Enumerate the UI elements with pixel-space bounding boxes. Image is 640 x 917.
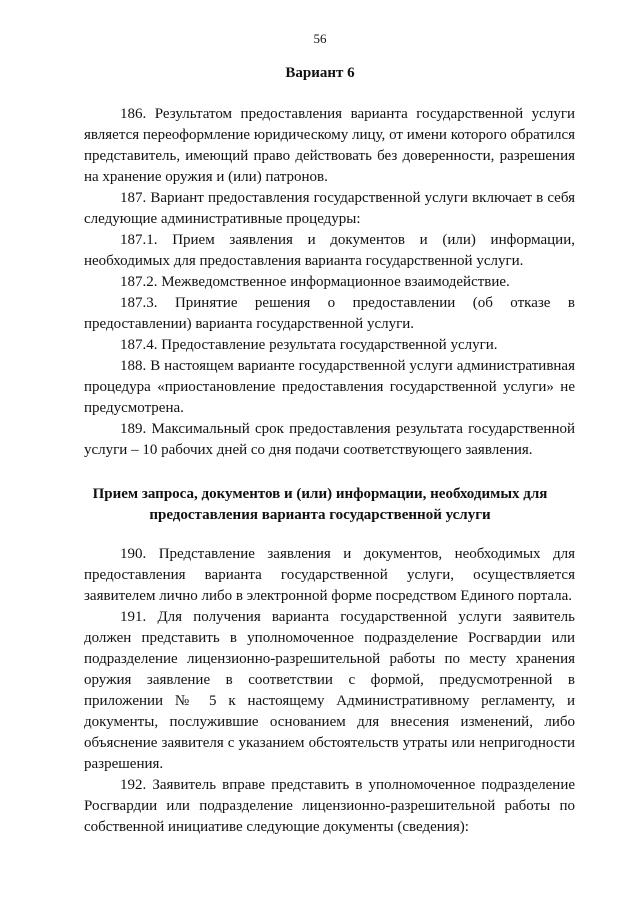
paragraph-188: 188. В настоящем варианте государственной услуги административная процедура «приостановление предоставления государственной услуги» не предусмотрена. [84,358,575,416]
paragraph-187-2: 187.2. Межведомственное информационное взаимодействие. [120,274,510,290]
variant-heading: Вариант 6 [285,65,355,81]
variant-paragraphs [84,104,575,461]
paragraph-187: 187. Вариант предоставления государственной услуги включает в себя следующие административные процедуры: [84,190,575,227]
paragraph-186: 186. Результатом предоставления варианта государственной услуги является переоформление юридическому лицу, от имени которого обратился представитель, имеющий право действовать без доверенности, разрешения на хранение оружия и (или) патронов. [84,106,575,185]
paragraph-192: 192. Заявитель вправе представить в уполномоченное подразделение Росгвардии или подразделение лицензионно-разрешительной работы по собственной инициативе следующие документы (сведения): [84,777,575,835]
paragraph-191: 191. Для получения варианта государственной услуги заявитель должен представить в уполномоченное подразделение Росгвардии или подразделение лицензионно-разрешительной работы по месту хранения оружия заявление в соответствии с формой, предусмотренной в приложении № 5 к настоящему Административному регламенту, и документы, послужившие основанием для внесения изменений, либо объяснение заявителя с указанием обстоятельств утраты или непригодности разрешения. [84,609,575,772]
paragraph-189: 189. Максимальный срок предоставления результата государственной услуги – 10 рабочих дней со дня подачи соответствующего заявления. [84,421,575,458]
section-heading: Прием запроса, документов и (или) информации, необходимых для предоставления варианта государственной услуги [92,486,548,523]
section-paragraphs [84,544,575,838]
paragraph-190: 190. Представление заявления и документов, необходимых для предоставления варианта государственной услуги, осуществляется заявителем лично либо в электронной форме посредством Единого портала. [84,546,575,604]
paragraph-187-1: 187.1. Прием заявления и документов и (или) информации, необходимых для предоставления варианта государственной услуги. [84,232,575,269]
paragraph-187-4: 187.4. Предоставление результата государственной услуги. [120,337,498,353]
page-number: 56 [313,31,327,46]
paragraph-187-3: 187.3. Принятие решения о предоставлении (об отказе в предоставлении) варианта государственной услуги. [84,295,575,332]
